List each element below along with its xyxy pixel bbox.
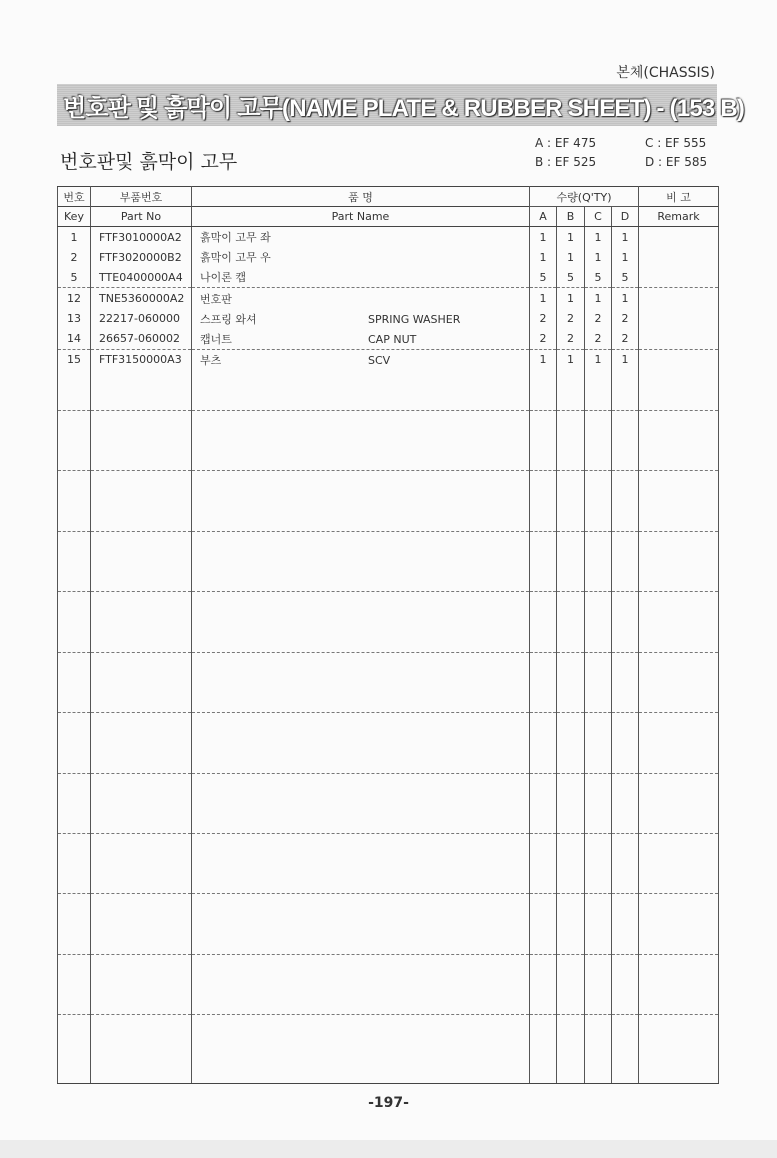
row-qty-b: 2 bbox=[557, 309, 585, 329]
row-qty-a: 1 bbox=[530, 349, 557, 370]
row-remark bbox=[639, 227, 719, 248]
row-part-name bbox=[192, 227, 530, 248]
row-remark bbox=[639, 349, 719, 370]
row-qty-c: 1 bbox=[585, 288, 612, 309]
header-remark-kr: 비 고 bbox=[639, 187, 719, 207]
empty-row bbox=[58, 410, 719, 470]
model-b: B : EF 525 bbox=[535, 155, 597, 169]
empty-row bbox=[58, 531, 719, 591]
empty-row bbox=[58, 894, 719, 954]
row-key: 13 bbox=[58, 309, 91, 329]
row-part-no: FTF3150000A3 bbox=[91, 349, 192, 370]
empty-row bbox=[58, 954, 719, 1014]
row-name-kr: 부츠 bbox=[200, 353, 222, 367]
row-qty-c: 2 bbox=[585, 309, 612, 329]
row-qty-c: 5 bbox=[585, 267, 612, 288]
row-name-en: SCV bbox=[368, 353, 391, 367]
row-name-kr: 번호판 bbox=[200, 292, 232, 306]
row-qty-b: 1 bbox=[557, 247, 585, 267]
row-qty-a: 5 bbox=[530, 267, 557, 288]
row-name-kr: 나이론 캡 bbox=[200, 271, 247, 285]
row-remark bbox=[639, 288, 719, 309]
row-qty-b: 1 bbox=[557, 227, 585, 248]
row-key: 5 bbox=[58, 267, 91, 288]
banner-title: 번호판 및 흙막이 고무(NAME PLATE & RUBBER SHEET) - (153 B) bbox=[63, 95, 745, 122]
row-qty-a: 1 bbox=[530, 227, 557, 248]
page-number: -197- bbox=[368, 1095, 409, 1111]
page-edge bbox=[0, 1140, 777, 1158]
header-qty-a: A bbox=[530, 207, 557, 227]
model-c: C : EF 555 bbox=[645, 136, 707, 150]
empty-row bbox=[58, 370, 719, 410]
row-key: 2 bbox=[58, 247, 91, 267]
empty-row bbox=[58, 1015, 719, 1084]
table-row bbox=[58, 349, 719, 370]
row-part-name bbox=[192, 349, 530, 370]
model-d: D : EF 585 bbox=[645, 155, 708, 169]
table-row bbox=[58, 267, 719, 288]
row-qty-d: 1 bbox=[612, 227, 639, 248]
row-name-en: CAP NUT bbox=[368, 332, 417, 346]
table-row bbox=[58, 247, 719, 267]
model-a: A : EF 475 bbox=[535, 136, 597, 150]
row-qty-c: 1 bbox=[585, 247, 612, 267]
table-row bbox=[58, 227, 719, 248]
row-remark bbox=[639, 309, 719, 329]
header-name-kr: 품 명 bbox=[192, 187, 530, 207]
row-qty-c: 2 bbox=[585, 329, 612, 350]
table-row bbox=[58, 309, 719, 329]
row-qty-a: 1 bbox=[530, 247, 557, 267]
section-title: 번호판및 흙막이 고무 bbox=[60, 151, 238, 173]
chapter-label: 본체(CHASSIS) bbox=[616, 65, 715, 81]
row-part-no: TNE5360000A2 bbox=[91, 288, 192, 309]
header-qty-d: D bbox=[612, 207, 639, 227]
row-qty-d: 2 bbox=[612, 309, 639, 329]
empty-row bbox=[58, 652, 719, 712]
row-qty-a: 1 bbox=[530, 288, 557, 309]
row-qty-d: 1 bbox=[612, 247, 639, 267]
row-qty-b: 1 bbox=[557, 349, 585, 370]
header-remark-en: Remark bbox=[639, 207, 719, 227]
header-qty-c: C bbox=[585, 207, 612, 227]
row-name-en: SPRING WASHER bbox=[368, 312, 461, 326]
row-key: 1 bbox=[58, 227, 91, 248]
row-qty-d: 5 bbox=[612, 267, 639, 288]
row-qty-a: 2 bbox=[530, 329, 557, 350]
empty-row bbox=[58, 773, 719, 833]
row-qty-b: 2 bbox=[557, 329, 585, 350]
row-key: 15 bbox=[58, 349, 91, 370]
row-key: 14 bbox=[58, 329, 91, 350]
row-part-name bbox=[192, 267, 530, 288]
table-row bbox=[58, 329, 719, 350]
row-qty-b: 5 bbox=[557, 267, 585, 288]
header-part-kr: 부품번호 bbox=[91, 187, 192, 207]
row-part-name bbox=[192, 288, 530, 309]
row-remark bbox=[639, 329, 719, 350]
row-part-no: 22217-060000 bbox=[91, 309, 192, 329]
row-qty-b: 1 bbox=[557, 288, 585, 309]
row-qty-d: 2 bbox=[612, 329, 639, 350]
row-name-kr: 캡너트 bbox=[200, 332, 232, 346]
header-key-en: Key bbox=[58, 207, 91, 227]
empty-row bbox=[58, 592, 719, 652]
header-key-kr: 번호 bbox=[58, 187, 91, 207]
empty-row bbox=[58, 471, 719, 531]
header-part-en: Part No bbox=[91, 207, 192, 227]
row-part-no: FTF3010000A2 bbox=[91, 227, 192, 248]
row-remark bbox=[639, 247, 719, 267]
title-banner bbox=[57, 84, 745, 126]
row-part-no: 26657-060002 bbox=[91, 329, 192, 350]
row-name-kr: 흙막이 고무 좌 bbox=[200, 231, 271, 245]
row-part-name bbox=[192, 329, 530, 350]
header-qty-b: B bbox=[557, 207, 585, 227]
row-part-no: TTE0400000A4 bbox=[91, 267, 192, 288]
header-name-en: Part Name bbox=[192, 207, 530, 227]
row-name-kr: 흙막이 고무 우 bbox=[200, 251, 271, 265]
row-part-name bbox=[192, 247, 530, 267]
parts-table bbox=[57, 186, 719, 1084]
row-part-name bbox=[192, 309, 530, 329]
row-qty-d: 1 bbox=[612, 288, 639, 309]
row-remark bbox=[639, 267, 719, 288]
row-qty-c: 1 bbox=[585, 349, 612, 370]
row-qty-a: 2 bbox=[530, 309, 557, 329]
row-qty-d: 1 bbox=[612, 349, 639, 370]
row-qty-c: 1 bbox=[585, 227, 612, 248]
empty-row bbox=[58, 713, 719, 773]
row-key: 12 bbox=[58, 288, 91, 309]
empty-row bbox=[58, 834, 719, 894]
row-name-kr: 스프링 와셔 bbox=[200, 312, 257, 326]
row-part-no: FTF3020000B2 bbox=[91, 247, 192, 267]
table-row bbox=[58, 288, 719, 309]
header-qty: 수량(Q'TY) bbox=[530, 187, 639, 207]
